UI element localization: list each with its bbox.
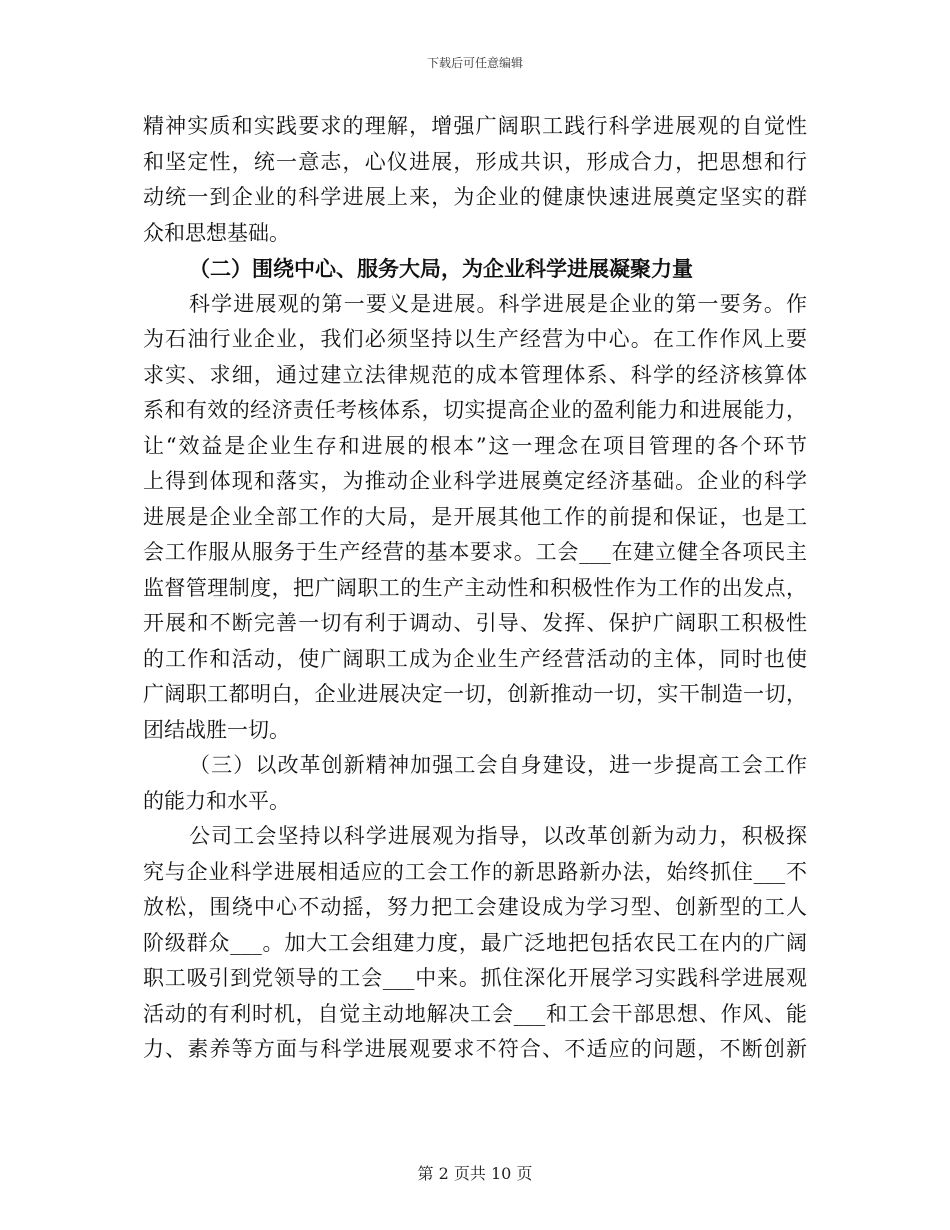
text-line: 阶级群众___。加大工会组建力度，最广泛地把包括农民工在内的广阔 [143, 930, 807, 955]
text-line: 团结战胜一切。 [143, 717, 290, 742]
text-line: 众和思想基础。 [143, 220, 290, 245]
text-line: 为石油行业企业，我们必须坚持以生产经营为中心。在工作作风上要 [143, 327, 807, 351]
text-line: 职工吸引到党领导的工会___中来。抓住深化开展学习实践科学进展观 [143, 966, 807, 990]
page-header: 下载后可任意编辑 [426, 56, 523, 70]
page-footer: 第 2 页共 10 页 [417, 1164, 533, 1183]
text-line: 让“效益是企业生存和进展的根本”这一理念在项目管理的各个环节 [143, 433, 807, 458]
text-line: 力、素养等方面与科学进展观要求不符合、不适应的问题，不断创新 [143, 1037, 807, 1061]
text-line: 放松，围绕中心不动摇，努力把工会建设成为学习型、创新型的工人 [143, 895, 807, 919]
text-line: 究与企业科学进展相适应的工会工作的新思路新办法，始终抓住___不 [143, 859, 807, 884]
text-line: 系和有效的经济责任考核体系，切实提高企业的盈利能力和进展能力， [143, 398, 807, 422]
text-line: 监督管理制度，把广阔职工的生产主动性和积极性作为工作的出发点， [143, 575, 807, 600]
text-line: 科学进展观的第一要义是进展。科学进展是企业的第一要务。作 [189, 291, 807, 316]
text-line: 开展和不断完善一切有利于调动、引导、发挥、保护广阔职工积极性 [143, 611, 807, 635]
text-line: 会工作服从服务于生产经营的基本要求。工会___在建立健全各项民主 [143, 540, 807, 564]
text-line: 的能力和水平。 [143, 788, 290, 813]
text-line: 上得到体现和落实，为推动企业科学进展奠定经济基础。企业的科学 [143, 469, 807, 493]
text-line: 活动的有利时机，自觉主动地解决工会___和工会干部思想、作风、能 [143, 1001, 807, 1026]
document-body [143, 109, 807, 1068]
text-line: 动统一到企业的科学进展上来，为企业的健康快速进展奠定坚实的群 [143, 185, 807, 209]
text-line: 的工作和活动，使广阔职工成为企业生产经营活动的主体，同时也使 [143, 646, 807, 671]
text-line: 进展是企业全部工作的大局，是开展其他工作的前提和保证，也是工 [143, 504, 807, 529]
text-line: 公司工会坚持以科学进展观为指导，以改革创新为动力，积极探 [189, 824, 807, 848]
text-line: 和坚定性，统一意志，心仪进展，形成共识，形成合力，把思想和行 [143, 149, 807, 174]
text-line: 精神实质和实践要求的理解，增强广阔职工践行科学进展观的自觉性 [143, 114, 807, 138]
section-heading-2: （二）围绕中心、服务大局，为企业科学进展凝聚力量 [189, 256, 693, 281]
section-heading-3: （三）以改革创新精神加强工会自身建设，进一步提高工会工作 [189, 753, 807, 777]
text-line: 求实、求细，通过建立法律规范的成本管理体系、科学的经济核算体 [143, 362, 807, 387]
text-line: 广阔职工都明白，企业进展决定一切，创新推动一切，实干制造一切， [143, 682, 807, 706]
